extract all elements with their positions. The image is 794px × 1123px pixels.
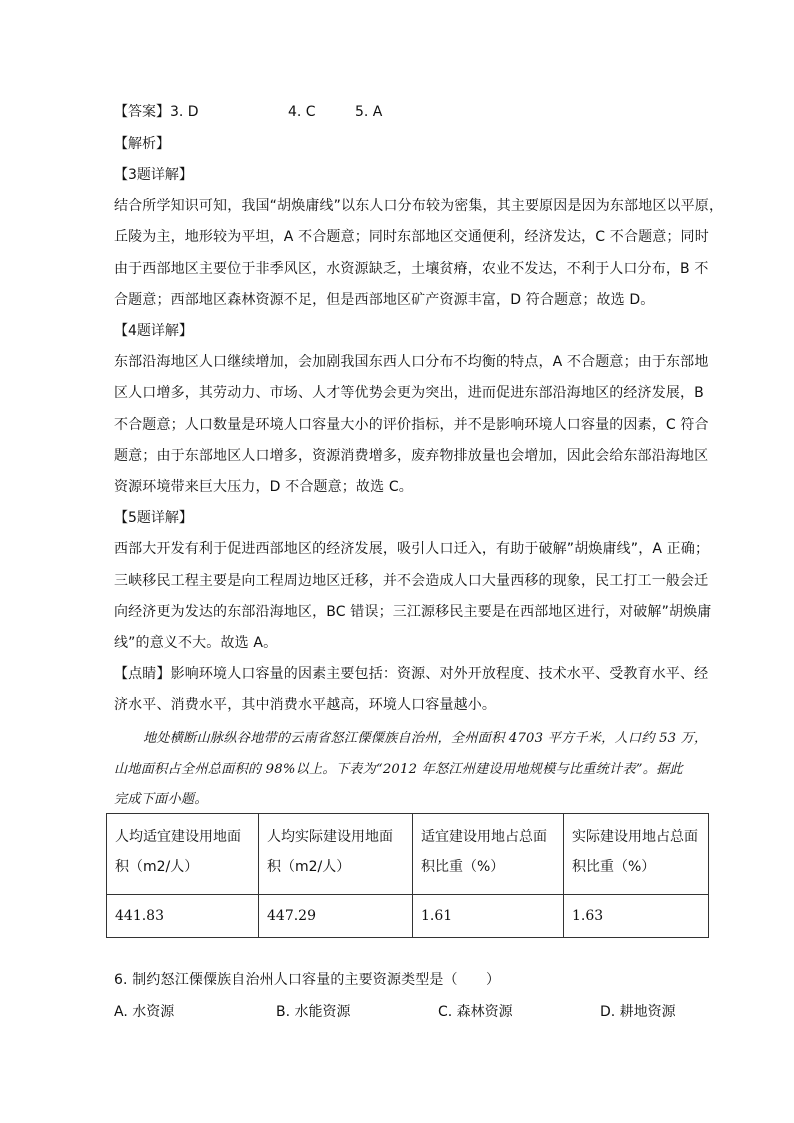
header-text: 积（m2/人） [267,859,351,875]
q5-line-3: 向经济更为发达的东部沿海地区，BC 错误；三江源移民主要是在西部地区进行，对破解”胡焕庸 [114,604,712,620]
table-cell: 441.83 [107,895,259,938]
tip-text-1: 影响环境人口容量的因素主要包括：资源、对外开放程度、技术水平、受教育水平、经 [170,666,709,682]
header-text: 适宜建设用地占总面 [421,829,547,845]
analysis-heading: 【解析】 [114,136,170,152]
q4-line-4: 题意；由于东部地区人口增多，资源消费增多，废弃物排放量也会增加，因此会给东部沿海地区 [114,448,709,464]
q4-heading: 【4题详解】 [114,323,193,339]
table-cell: 1.63 [564,895,709,938]
tip-line-2: 济水平、消费水平，其中消费水平越高，环境人口容量越小。 [114,697,497,713]
q3-line-2: 丘陵为主，地形较为平坦，A 不合题意；同时东部地区交通便利，经济发达，C 不合题意；同时 [114,229,709,245]
passage-line-2: 山地面积占全州总面积的 98%以上。下表为“2012 年怒江州建设用地规模与比重统计表”。据此 [114,762,683,777]
header-text: 积（m2/人） [115,859,199,875]
q4-line-5: 资源环境带来巨大压力，D 不合题意；故选 C。 [114,479,413,495]
passage-line-3: 完成下面小题。 [114,792,208,807]
answer-line [114,102,382,122]
q4-line-3: 不合题意；人口数量是环境人口容量大小的评价指标，并不是影响环境人口容量的因素，C 符合 [114,417,709,433]
tip-label: 【点睛】 [114,666,171,682]
q3-line-3: 由于西部地区主要位于非季风区，水资源缺乏，土壤贫瘠，农业不发达，不利于人口分布，B 不 [114,261,709,277]
question-6-stem: 6. 制约怒江傈僳族自治州人口容量的主要资源类型是（ ） [114,972,501,988]
header-text: 积比重（%） [572,859,656,875]
q5-line-4: 线”的意义不大。故选 A。 [114,635,278,651]
q5-line-2: 三峡移民工程主要是向工程周边地区迁移，并不会造成人口大量西移的现象，民工打工一般会迁 [114,573,709,589]
option-b[interactable]: B. 水能资源 [276,1004,351,1020]
header-text: 人均实际建设用地面 [267,829,393,845]
option-d[interactable]: D. 耕地资源 [600,1004,676,1020]
q4-line-1: 东部沿海地区人口继续增加，会加剧我国东西人口分布不均衡的特点，A 不合题意；由于东部地 [114,354,709,370]
question-6-options [0,1002,794,1022]
table-row [107,895,709,938]
answer-item-3: 3. D [170,104,199,120]
table-header-cell [259,814,413,895]
table-cell: 447.29 [259,895,413,938]
q3-line-4: 合题意；西部地区森林资源不足，但是西部地区矿产资源丰富，D 符合题意；故选 D。 [114,292,655,308]
option-a[interactable]: A. 水资源 [114,1004,175,1020]
q5-heading: 【5题详解】 [114,510,193,526]
answer-label: 【答案】 [114,104,170,120]
table-cell: 1.61 [413,895,564,938]
header-text: 实际建设用地占总面 [572,829,698,845]
table-header-row [107,814,709,895]
q3-line-1: 结合所学知识可知，我国“胡焕庸线”以东人口分布较为密集，其主要原因是因为东部地区以平原， [114,198,724,214]
table-header-cell [413,814,564,895]
table-header-cell [564,814,709,895]
land-use-table [106,813,709,938]
q5-line-1: 西部大开发有利于促进西部地区的经济发展，吸引人口迁入，有助于破解”胡焕庸线”，A 正确； [114,541,710,557]
tip-line-1 [114,664,708,684]
header-text: 人均适宜建设用地面 [115,829,241,845]
header-text: 积比重（%） [421,859,505,875]
table-header-cell [107,814,259,895]
q4-line-2: 区人口增多，其劳动力、市场、人才等优势会更为突出，进而促进东部沿海地区的经济发展，B [114,385,704,401]
answer-item-4: 4. C [288,104,316,120]
passage-line-1: 地处横断山脉纵谷地带的云南省怒江傈僳族自治州，全州面积 4703 平方千米，人口约 53 万， [143,731,708,746]
answer-item-5: 5. A [355,104,383,120]
option-c[interactable]: C. 森林资源 [438,1004,513,1020]
q3-heading: 【3题详解】 [114,167,193,183]
